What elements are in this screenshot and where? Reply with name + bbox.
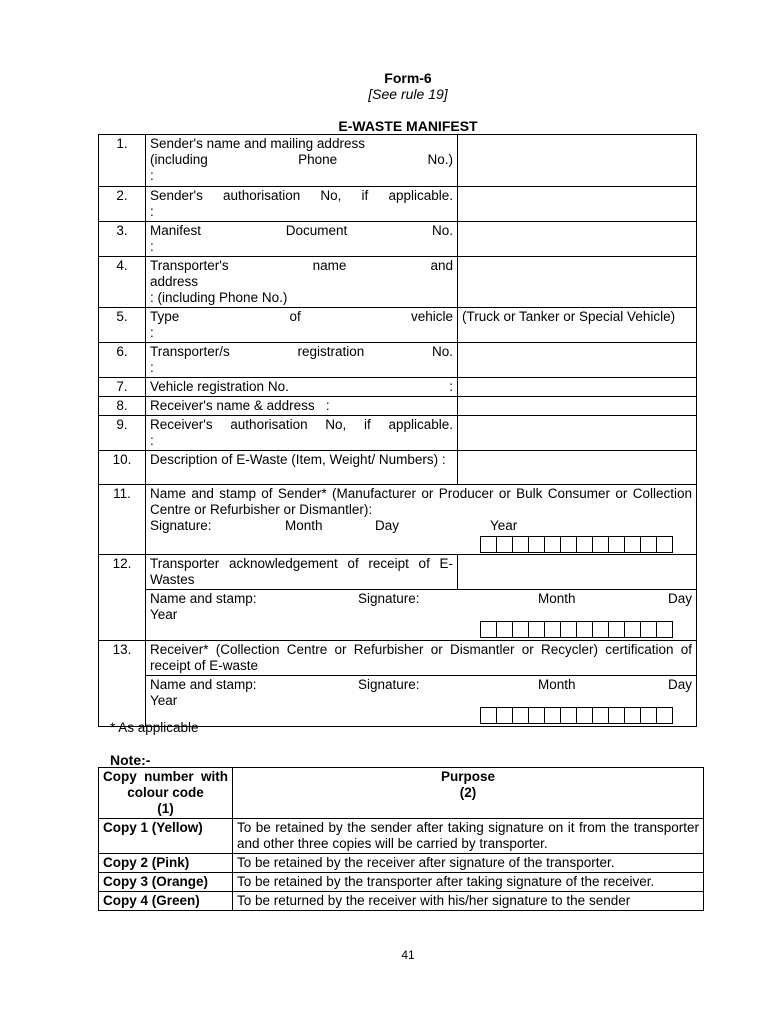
field-value [458,397,697,416]
field-value [458,555,697,590]
row-number: 4. [99,257,146,308]
table-row [99,641,697,676]
copy-label: Copy 4 (Green) [99,892,233,911]
row-number: 8. [99,397,146,416]
row-number: 13. [99,641,146,727]
field-label: Receiver's authorisation No, if applicable. : [146,416,458,451]
page-number: 41 [401,948,415,962]
field-label: Receiver* (Collection Centre or Refurbisher or Dismantler or Recycler) certification of receipt of E-waste [146,641,697,676]
table-row [99,187,697,222]
field-value [458,451,697,485]
copy-label: Copy 2 (Pink) [99,854,233,873]
copy-purpose: To be returned by the receiver with his/her signature to the sender [233,892,704,911]
field-label: Sender's authorisation No, if applicable. : [146,187,458,222]
field-value [458,135,697,187]
row-number: 12. [99,555,146,641]
table-row [99,135,697,187]
field-label: Type of vehicle : [146,308,458,343]
field-value [458,416,697,451]
field-value [458,343,697,378]
column-header-copy: Copy number with colour code (1) [99,768,233,819]
footnote: * As applicable [110,720,199,735]
vehicle-type-value: (Truck or Tanker or Special Vehicle) [458,308,697,343]
table-row [99,892,704,911]
field-label: Receiver's name & address : [146,397,458,416]
table-row [99,378,697,397]
table-row [99,416,697,451]
copy-purpose: To be retained by the transporter after taking signature of the receiver. [233,873,704,892]
table-row [99,555,697,590]
column-header-purpose: Purpose (2) [233,768,704,819]
row-number: 6. [99,343,146,378]
field-label: Manifest Document No. : [146,222,458,257]
table-row [99,343,697,378]
row-number: 11. [99,485,146,555]
table-row [99,397,697,416]
field-label: Transporter acknowledgement of receipt of E-Wastes [146,555,458,590]
field-label: Vehicle registration No. : [146,378,458,397]
copy-label: Copy 3 (Orange) [99,873,233,892]
row-number: 1. [99,135,146,187]
copies-table [98,767,704,911]
form-number: Form-6 [384,70,432,86]
table-row [99,451,697,485]
row-number: 2. [99,187,146,222]
field-label: Transporter's name and address : (including Phone No.) [146,257,458,308]
copy-purpose: To be retained by the receiver after signature of the transporter. [233,854,704,873]
table-row [99,873,704,892]
table-row [99,222,697,257]
date-boxes[interactable] [481,536,692,553]
manifest-table [98,134,697,727]
field-value [458,187,697,222]
rule-reference: [See rule 19] [368,86,448,102]
table-row [99,590,697,641]
field-label: Sender's name and mailing address (including Phone No.) : [146,135,458,187]
field-value [458,222,697,257]
table-header-row [99,768,704,819]
date-boxes[interactable] [481,707,692,724]
receiver-signature-block: Name and stamp: Signature: Month Day Year [146,676,697,727]
table-row [99,676,697,727]
table-row [99,308,697,343]
note-label: Note:- [110,752,151,768]
table-row [99,854,704,873]
table-row [99,257,697,308]
field-label: Transporter/s registration No. : [146,343,458,378]
row-number: 10. [99,451,146,485]
field-label: Description of E-Waste (Item, Weight/ Numbers) : [146,451,458,485]
field-value [458,257,697,308]
table-row [99,819,704,854]
copy-label: Copy 1 (Yellow) [99,819,233,854]
sender-signature-block: Name and stamp of Sender* (Manufacturer or Producer or Bulk Consumer or Collection Centre or Refurbisher or Dismantler): Signature: Month Day Year [146,485,697,555]
row-number: 5. [99,308,146,343]
row-number: 7. [99,378,146,397]
row-number: 9. [99,416,146,451]
date-boxes[interactable] [481,621,692,638]
field-value [458,378,697,397]
row-number: 3. [99,222,146,257]
manifest-title: E-WASTE MANIFEST [338,118,478,134]
transporter-signature-block: Name and stamp: Signature: Month Day Year [146,590,697,641]
table-row [99,485,697,555]
copy-purpose: To be retained by the sender after taking signature on it from the transporter and other three copies will be carried by transporter. [233,819,704,854]
